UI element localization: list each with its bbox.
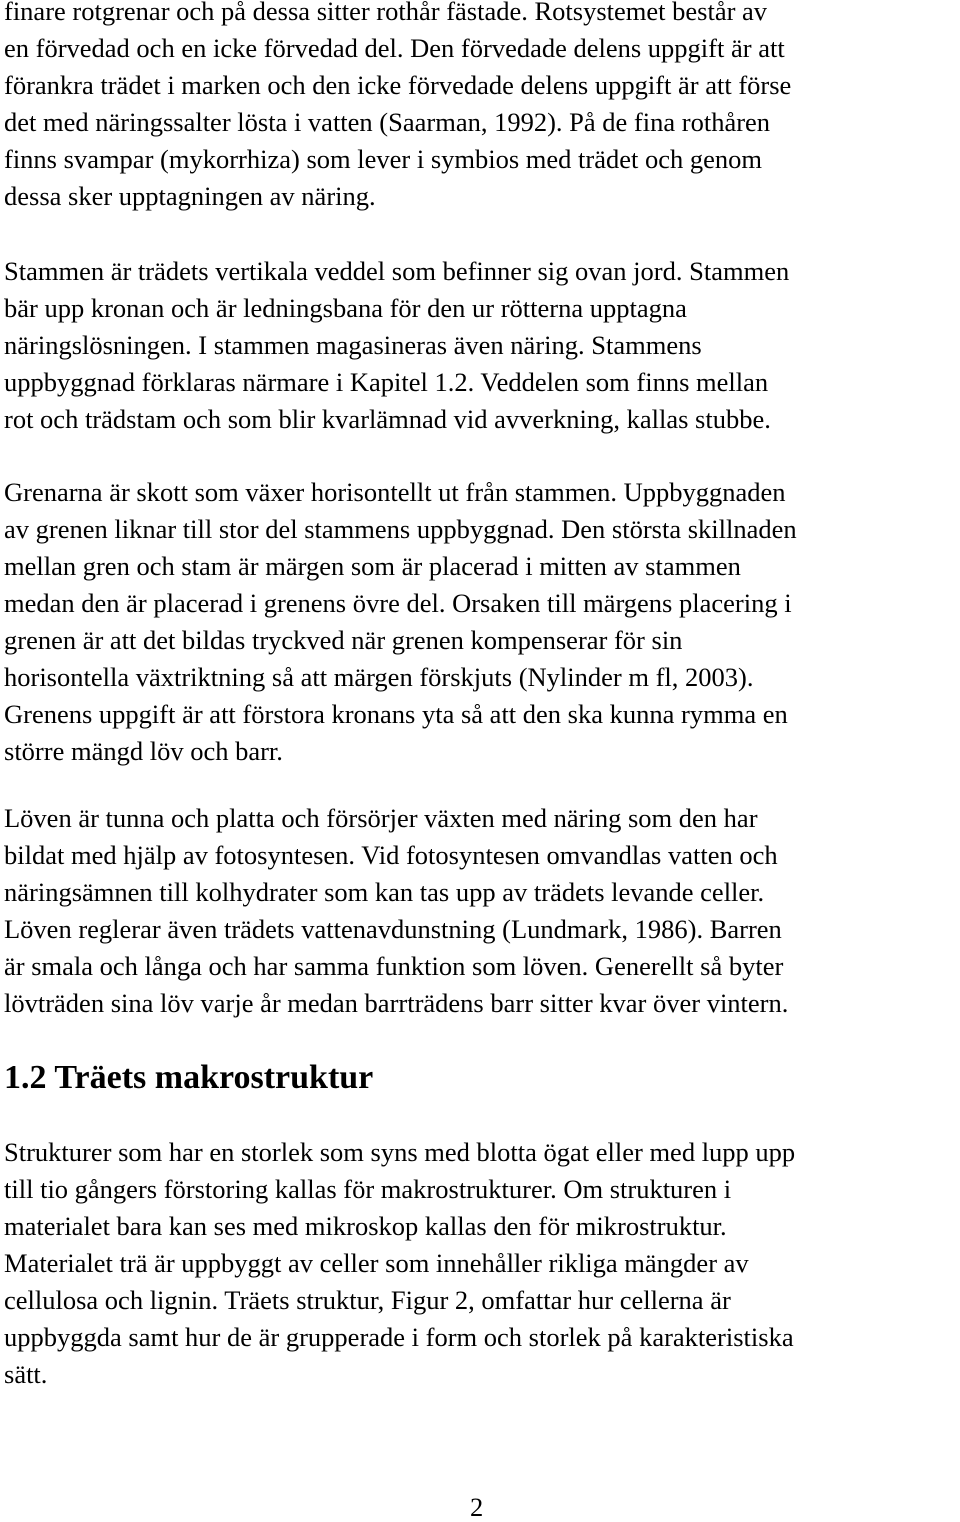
paragraph-stem: Stammen är trädets vertikala veddel som befinner sig ovan jord. Stammen bär upp kronan och är ledningsbana för den ur rötterna upptagna näringslösningen. I stammen magasineras även näring. Stammens uppbyggnad förklaras närmare i Kapitel 1.2. Veddelen som finns mellan rot och trädstam och som blir kvarlämnad vid avverkning, kallas stubbe. xyxy=(4,256,790,434)
paragraph-branches: Grenarna är skott som växer horisontellt ut från stammen. Uppbyggnaden av grenen liknar till stor del stammens uppbyggnad. Den största skillnaden mellan gren och stam är märgen som är placerad i mitten av stammen medan den är placerad i grenens övre del. Orsaken till märgens placering i grenen är att det bildas tryckved när grenen kompenserar för sin horisontella växtriktning så att märgen förskjuts (Nylinder m fl, 2003). Grenens uppgift är att förstora kronans yta så att den ska kunna rymma en större mängd löv och barr. xyxy=(4,477,797,766)
page-number: 2 xyxy=(470,1492,484,1522)
paragraph-roots: finare rotgrenar och på dessa sitter rothår fästade. Rotsystemet består av en förvedad och en icke förvedad del. Den förvedade delens uppgift är att förankra trädet i marken och den icke förvedade delens uppgift är att förse det med näringssalter lösta i vatten (Saarman, 1992). På de fina rothåren finns svampar (mykorrhiza) som lever i symbios med trädet och genom dessa sker upptagningen av näring. xyxy=(4,0,792,211)
paragraph-macrostructure: Strukturer som har en storlek som syns med blotta ögat eller med lupp upp till tio gångers förstoring kallas för makrostrukturer. Om strukturen i materialet bara kan ses med mikroskop kallas den för mikrostruktur. Materialet trä är uppbyggt av celler som innehåller rikliga mängder av cellulosa och lignin. Träets struktur, Figur 2, omfattar hur cellerna är uppbyggda samt hur de är grupperade i form och storlek på karakteristiska sätt. xyxy=(4,1137,796,1389)
paragraph-leaves: Löven är tunna och platta och försörjer växten med näring som den har bildat med hjälp av fotosyntesen. Vid fotosyntesen omvandlas vatten och näringsämnen till kolhydrater som kan tas upp av trädets levande celler. Löven reglerar även trädets vattenavdunstning (Lundmark, 1986). Barren är smala och långa och har samma funktion som löven. Generellt så byter lövträden sina löv varje år medan barrträdens barr sitter kvar över vintern. xyxy=(4,803,789,1018)
section-heading: 1.2 Träets makrostruktur xyxy=(4,1059,374,1096)
